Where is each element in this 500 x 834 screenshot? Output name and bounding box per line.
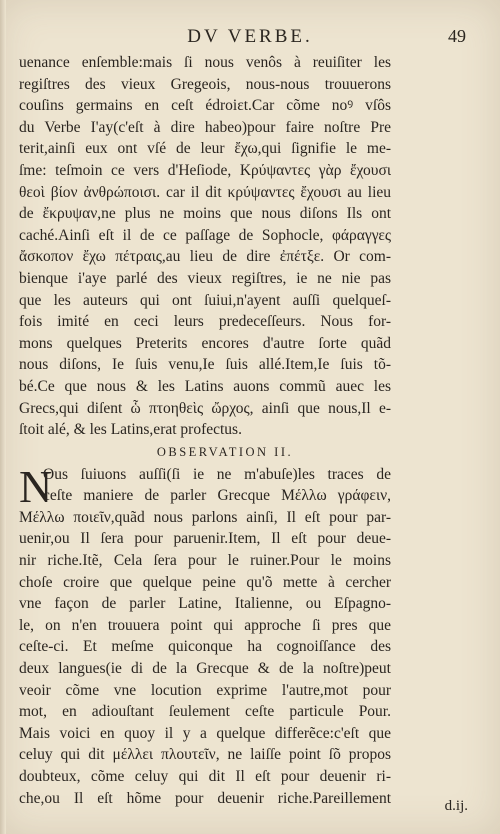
text-line: du Verbe I'ay(c'eſt à dire habeo)pour faire noſtre Pre — [19, 118, 391, 136]
text-line: que les auteurs qui ont ſuiui,n'ayent auſſi quelqueſ- — [19, 291, 391, 309]
text-line: couſins germains en ceſt édroiɛt.Car cõme noꝰ vſôs — [19, 97, 391, 115]
text-line: nir riche.Itẽ, Cela ſera pour le ruiner.Pour le moins — [19, 552, 391, 570]
text-line: θεοὶ βίον ἀνθρώποισι. car il dit κρύψαντες ἔχουσι au lieu — [19, 183, 391, 201]
text-line: ſtoit alé, & les Latins,erat profectus. — [19, 421, 242, 439]
text-line: deux langues(ie di de la Grecque & de la noſtre)peut — [19, 660, 391, 678]
text-line: ἄσκοπον ἔχω πέτραις,au lieu de dire ἐπέτξε. Or com- — [19, 248, 391, 266]
text-line: uenir,ou Il ſera pour paruenir.Item, Il eſt pour deue- — [19, 530, 391, 548]
text-line: regiſtres des vieux Gregeois, nous-nous trouuerons — [19, 75, 391, 93]
page-gutter — [0, 0, 6, 834]
text-line: ceſte-ci. Et meſme quiconque ha cognoiſſance des — [19, 638, 391, 656]
text-line: de ἔκρυψαν,ne plus ne moins que nous diſons Ils ont — [19, 205, 391, 223]
text-line: bienque i'aye parlé des vieux regiſtres, ie ne nie pas — [19, 269, 391, 287]
text-line: mot, en adiouſtant ſeulement ceſte particule Pour. — [19, 703, 391, 721]
section-paragraph — [19, 460, 391, 810]
text-line: doubteux, cõme celuy qui dit Il eſt pour deuenir ri- — [19, 768, 391, 785]
page-number: 49 — [448, 26, 466, 46]
text-line: vne façon de parler Latine, Italienne, ou Eſpagno- — [19, 595, 391, 613]
text-line: Ous ſuiuons auſſi(ſi ie ne m'abuſe)les traces de — [43, 465, 391, 483]
text-line: ſme: teſmoin ce vers d'Heſiode, Κρύψαντες γὰρ ἔχουσι — [19, 161, 391, 179]
text-line: mons quelques Preterits encores d'autre ſorte quãd — [19, 334, 391, 352]
page-text — [19, 52, 391, 809]
page-header — [0, 26, 500, 50]
text-line: Grecs,qui diſent ὧ πτοηθεὶς ὤρχος, ainſi que nous,Il e- — [19, 399, 391, 417]
text-line: nous diſons, Ie ſuis venu,Ie ſuis allé.Item,Ie ſuis tõ- — [19, 356, 391, 374]
text-line: le, on n'en trouuera point qui approche ſi pres que — [19, 616, 391, 634]
text-line: choſe croire que quelque peine qu'õ mette à cercher — [19, 573, 391, 591]
text-line: terit,ainſi eux ont vſé de leur ἔχω,qui ſignifie le me- — [19, 140, 391, 158]
body-paragraph — [19, 52, 391, 441]
text-line: veoir cõme vne locution exprime l'autre,mot pour — [19, 681, 391, 699]
drop-cap-initial: N — [19, 460, 53, 512]
catchword-signature: d.ij. — [444, 798, 468, 814]
text-line: uenance enſemble:mais ſi nous venôs à reuiſiter les — [19, 54, 391, 71]
text-line: fois imité en ceci leurs predeceſſeurs. Nous for- — [19, 313, 391, 331]
text-line: Μέλλω ποιεῖν,quãd nous parlons ainſi, Il eſt pour par- — [19, 508, 391, 526]
text-line: Mais voici en quoy il y a quelque differẽce:c'eſt que — [19, 724, 391, 742]
text-line: caché.Ainſi eſt il de ce paſſage de Sophocle, φάραγγες — [19, 226, 391, 244]
text-line: celuy qui dit μέλλει πλουτεῖν, ne laiſſe point ſõ propos — [19, 746, 391, 764]
text-line: che,ou Il eſt hõme pour deuenir riche.Pareillement — [19, 789, 391, 807]
running-head: DV VERBE. — [187, 26, 313, 47]
section-heading: OBSERVATION II. — [156, 444, 294, 459]
text-line: ceſte maniere de parler Grecque Μέλλω γράφειν, — [43, 487, 391, 505]
text-line: bé.Ce que nous & les Latins auons commũ auec les — [19, 377, 391, 395]
